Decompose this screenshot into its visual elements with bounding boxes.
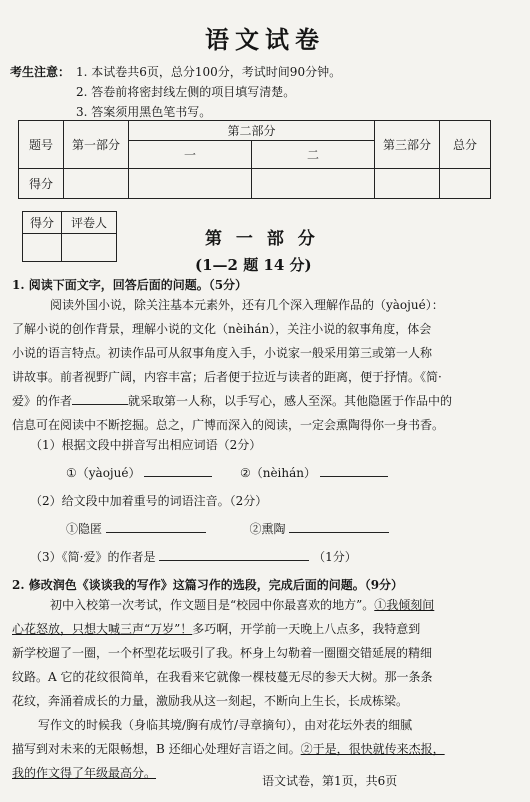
underlined-sentence-1-cont: 心花怒放，只想大喊三声“万岁”！ [12, 622, 193, 636]
notice-item: 1. 本试卷共6页，总分100分，考试时间90分钟。 [76, 65, 342, 79]
grader-name-cell[interactable] [62, 234, 117, 262]
passage-line: 新学校遛了一圈，一个杯型花坛吸引了我。杯身上勾勒着一圈圈交错延展的精细 [12, 646, 433, 660]
score-cell-total[interactable] [440, 169, 491, 199]
answer-blank-yaojue[interactable] [144, 464, 212, 477]
grader-name-label: 评卷人 [62, 212, 117, 234]
q1-stem: 1. 阅读下面文字，回答后面的问题。（5分） [12, 278, 248, 292]
exam-title: 语文试卷 [205, 25, 325, 54]
answer-blank-neihan[interactable] [320, 464, 388, 477]
score-table-header-part3: 第三部分 [375, 121, 440, 169]
q2-passage [12, 593, 445, 785]
grader-score-cell[interactable] [23, 234, 62, 262]
passage-line: 初中入校第一次考试，作文题目是“校园中你最喜欢的地方”。 [50, 598, 375, 612]
q1-sub2-b-label: ②熏陶 [249, 522, 286, 536]
passage-line: 信息可在阅读中不断挖掘。总之，广博而深入的阅读，一定会熏陶得你一身书香。 [12, 418, 445, 432]
score-table-header-part2: 第二部分 [129, 121, 375, 141]
notice-item: 3. 答案须用黑色笔书写。 [76, 105, 212, 119]
underlined-sentence-1: ①我倾刻间 [374, 598, 435, 612]
score-table-header-total: 总分 [440, 121, 491, 169]
passage-line: 阅读外国小说，除关注基本元素外，还有几个深入理解作品的（yàojué）： [50, 298, 444, 312]
passage-line: 了解小说的创作背景，理解小说的文化（nèihán），关注小说的叙事角度，体会 [12, 322, 432, 336]
page-footer: 语文试卷，第1页，共6页 [262, 774, 398, 788]
answer-blank-author[interactable] [159, 548, 309, 561]
q1-sub3-label: （3）《简·爱》的作者是 [30, 550, 156, 564]
notice-item: 2. 答卷前将密封线左侧的项目填写清楚。 [76, 85, 296, 99]
author-blank[interactable] [72, 392, 128, 405]
q1-passage [12, 293, 452, 437]
q1-sub3-score: （1分） [313, 550, 357, 564]
score-table-header-part2-sub2: 二 [252, 141, 375, 169]
passage-line: 小说的语言特点。初读作品可从叙事角度入手，小说家一般采用第三或第一人称 [12, 346, 433, 360]
score-cell-part3[interactable] [375, 169, 440, 199]
passage-line: 写作文的时候我（身临其境/胸有成竹/寻章摘句），由对花坛外表的细腻 [38, 718, 413, 732]
passage-line: 爱》的作者 [12, 394, 73, 408]
q1-sub1: （1）根据文段中拼音写出相应词语（2分） [30, 438, 262, 452]
score-table-header-part1: 第一部分 [64, 121, 129, 169]
part-one-subtitle: (1—2 题 14 分) [195, 256, 312, 274]
score-table [18, 120, 491, 199]
underlined-sentence-2: ②于是，很快就传来杰报， [300, 742, 445, 756]
q2-stem: 2. 修改润色《谈谈我的写作》这篇习作的选段，完成后面的问题。（9分） [12, 578, 404, 592]
score-table-header-tihao: 题号 [19, 121, 64, 169]
answer-blank-yinni[interactable] [106, 520, 206, 533]
passage-line: 讲故事。前者视野广阔，内容丰富；后者便于拉近与读者的距离，便于抒情。《简· [12, 370, 442, 384]
passage-line: 纹路。A 它的花纹很简单，在我看来它就像一棵枝蔓无尽的参天大树。那一条条 [12, 670, 433, 684]
passage-line: 描写到对未来的无限畅想，B 还细心处理好言语之间。 [12, 742, 301, 756]
score-cell-part1[interactable] [64, 169, 129, 199]
passage-line: 多巧啊，开学前一天晚上八点多，我特意到 [192, 622, 421, 636]
score-cell-part2-1[interactable] [129, 169, 252, 199]
score-table-row-label: 得分 [19, 169, 64, 199]
q1-sub2: （2）给文段中加着重号的词语注音。（2分） [30, 494, 268, 508]
passage-line: 就采取第一人称，以手写心，感人至深。其他隐匿于作品中的 [128, 394, 453, 408]
passage-line: 花纹，奔涌着成长的力量，激励我从这一刻起，不断向上生长，长成栋梁。 [12, 694, 409, 708]
candidate-notice [10, 62, 341, 122]
q1-sub1-a-label: ①（yàojué） [66, 466, 141, 480]
grader-table [22, 211, 117, 262]
answer-blank-xuntao[interactable] [289, 520, 389, 533]
grader-score-label: 得分 [23, 212, 62, 234]
q1-sub1-b-label: ②（nèihán） [239, 466, 316, 480]
underlined-sentence-2-cont: 我的作文得了年级最高分。 [12, 766, 157, 780]
notice-label: 考生注意： [10, 65, 71, 79]
part-one-title: 第 一 部 分 [205, 229, 319, 249]
score-cell-part2-2[interactable] [252, 169, 375, 199]
score-table-header-part2-sub1: 一 [129, 141, 252, 169]
q1-sub2-a-label: ①隐匿 [66, 522, 103, 536]
